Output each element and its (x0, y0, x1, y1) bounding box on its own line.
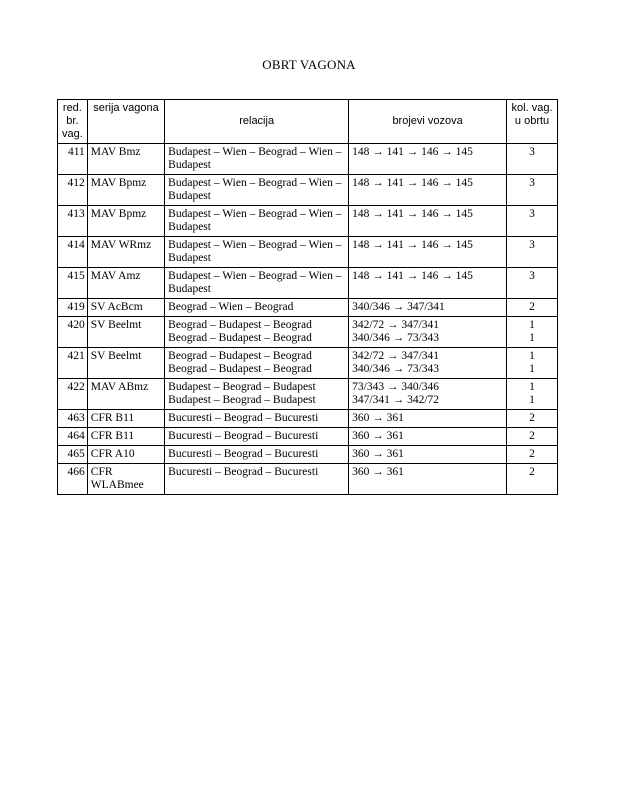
cell-vozovi (349, 268, 507, 299)
vozovi-line: 360 → 361 (352, 466, 404, 478)
cell-serija: CFR WLABmee (87, 464, 164, 495)
cell-number: 411 (58, 144, 88, 175)
vozovi-line: 340/346 → 347/341 (352, 301, 445, 313)
cell-relacija (165, 317, 349, 348)
cell-serija: CFR A10 (87, 446, 164, 464)
cell-kol (507, 299, 558, 317)
cell-relacija (165, 348, 349, 379)
kol-line: 2 (529, 301, 535, 313)
relacija-line: Budapest – Beograd – Budapest (168, 381, 316, 393)
kol-line: 3 (529, 239, 535, 251)
table-row (58, 317, 558, 348)
vozovi-line: 340/346 → 73/343 (352, 332, 440, 344)
header-red: red. (62, 102, 82, 114)
relacija-line: Bucuresti – Beograd – Bucuresti (168, 430, 319, 442)
table-row (58, 379, 558, 410)
relacija-line: Budapest – Wien – Beograd – Wien – Budapest (168, 177, 342, 202)
cell-relacija (165, 206, 349, 237)
cell-relacija (165, 144, 349, 175)
vozovi-line: 342/72 → 347/341 (352, 319, 440, 331)
relacija-line: Budapest – Wien – Beograd – Wien – Budapest (168, 208, 342, 233)
cell-number: 422 (58, 379, 88, 410)
cell-relacija (165, 299, 349, 317)
header-brojevi: brojevi vozova (349, 100, 507, 144)
header-kol-line1: kol. vag. (511, 102, 553, 114)
kol-line: 2 (529, 430, 535, 442)
relacija-line: Bucuresti – Beograd – Bucuresti (168, 448, 319, 460)
cell-number: 465 (58, 446, 88, 464)
cell-kol (507, 175, 558, 206)
cell-vozovi (349, 379, 507, 410)
cell-vozovi (349, 317, 507, 348)
kol-line: 1 (529, 319, 535, 331)
table-row (58, 428, 558, 446)
cell-relacija (165, 268, 349, 299)
table-row (58, 268, 558, 299)
cell-number: 464 (58, 428, 88, 446)
kol-line: 1 (529, 381, 535, 393)
relacija-line: Beograd – Budapest – Beograd (168, 332, 312, 344)
table-row (58, 410, 558, 428)
kol-line: 1 (529, 350, 535, 362)
kol-line: 3 (529, 177, 535, 189)
cell-kol (507, 237, 558, 268)
cell-relacija (165, 446, 349, 464)
vozovi-line: 148 → 141 → 146 → 145 (352, 177, 473, 189)
cell-vozovi (349, 428, 507, 446)
cell-kol (507, 428, 558, 446)
cell-number: 463 (58, 410, 88, 428)
relacija-line: Budapest – Wien – Beograd – Wien – Budapest (168, 270, 342, 295)
vozovi-line: 360 → 361 (352, 448, 404, 460)
table-row (58, 446, 558, 464)
table-row (58, 206, 558, 237)
cell-serija: MAV Bpmz (87, 206, 164, 237)
kol-line: 1 (529, 394, 535, 406)
kol-line: 2 (529, 412, 535, 424)
vozovi-line: 340/346 → 73/343 (352, 363, 440, 375)
kol-line: 1 (529, 332, 535, 344)
relacija-line: Budapest – Wien – Beograd – Wien – Budapest (168, 239, 342, 264)
cell-vozovi (349, 446, 507, 464)
cell-serija: MAV Bmz (87, 144, 164, 175)
vozovi-line: 148 → 141 → 146 → 145 (352, 208, 473, 220)
cell-vozovi (349, 237, 507, 268)
cell-vozovi (349, 464, 507, 495)
header-relacija: relacija (165, 100, 349, 144)
cell-number: 421 (58, 348, 88, 379)
cell-number: 415 (58, 268, 88, 299)
header-br: br. (66, 115, 79, 127)
cell-serija: SV Beelmt (87, 348, 164, 379)
kol-line: 3 (529, 146, 535, 158)
relacija-line: Budapest – Beograd – Budapest (168, 394, 316, 406)
relacija-line: Beograd – Budapest – Beograd (168, 319, 312, 331)
cell-vozovi (349, 175, 507, 206)
cell-kol (507, 464, 558, 495)
vozovi-line: 148 → 141 → 146 → 145 (352, 239, 473, 251)
cell-kol (507, 410, 558, 428)
cell-number: 420 (58, 317, 88, 348)
cell-serija: SV Beelmt (87, 317, 164, 348)
kol-line: 3 (529, 270, 535, 282)
vozovi-line: 148 → 141 → 146 → 145 (352, 146, 473, 158)
kol-line: 2 (529, 466, 535, 478)
kol-line: 2 (529, 448, 535, 460)
cell-number: 466 (58, 464, 88, 495)
table-row (58, 144, 558, 175)
wagon-table (57, 99, 558, 495)
relacija-line: Beograd – Budapest – Beograd (168, 363, 312, 375)
cell-relacija (165, 237, 349, 268)
cell-number: 419 (58, 299, 88, 317)
cell-relacija (165, 175, 349, 206)
relacija-line: Beograd – Budapest – Beograd (168, 350, 312, 362)
kol-line: 3 (529, 208, 535, 220)
cell-number: 414 (58, 237, 88, 268)
header-kol-line2: u obrtu (514, 115, 550, 127)
cell-number: 412 (58, 175, 88, 206)
cell-relacija (165, 379, 349, 410)
relacija-line: Beograd – Wien – Beograd (168, 301, 294, 313)
vozovi-line: 148 → 141 → 146 → 145 (352, 270, 473, 282)
cell-relacija (165, 464, 349, 495)
relacija-line: Bucuresti – Beograd – Bucuresti (168, 412, 319, 424)
table-row (58, 299, 558, 317)
cell-serija: SV AcBcm (87, 299, 164, 317)
cell-vozovi (349, 206, 507, 237)
cell-serija: MAV ABmz (87, 379, 164, 410)
vozovi-line: 360 → 361 (352, 412, 404, 424)
cell-number: 413 (58, 206, 88, 237)
vozovi-line: 342/72 → 347/341 (352, 350, 440, 362)
header-serija: serija vagona (87, 100, 164, 144)
table-row (58, 237, 558, 268)
cell-kol (507, 268, 558, 299)
kol-line: 1 (529, 363, 535, 375)
header-red-br-vag (58, 100, 88, 144)
cell-vozovi (349, 299, 507, 317)
cell-vozovi (349, 348, 507, 379)
vozovi-line: 360 → 361 (352, 430, 404, 442)
cell-kol (507, 206, 558, 237)
table-row (58, 348, 558, 379)
vozovi-line: 73/343 → 340/346 (352, 381, 440, 393)
table-row (58, 464, 558, 495)
cell-relacija (165, 410, 349, 428)
cell-kol (507, 446, 558, 464)
cell-vozovi (349, 144, 507, 175)
cell-relacija (165, 428, 349, 446)
cell-serija: CFR B11 (87, 410, 164, 428)
table-row (58, 175, 558, 206)
cell-kol (507, 379, 558, 410)
cell-serija: MAV Amz (87, 268, 164, 299)
table-header-row (58, 100, 558, 144)
cell-vozovi (349, 410, 507, 428)
relacija-line: Bucuresti – Beograd – Bucuresti (168, 466, 319, 478)
cell-kol (507, 144, 558, 175)
cell-kol (507, 317, 558, 348)
cell-serija: CFR B11 (87, 428, 164, 446)
page-title: OBRT VAGONA (262, 57, 356, 72)
cell-serija: MAV Bpmz (87, 175, 164, 206)
vozovi-line: 347/341 → 342/72 (352, 394, 440, 406)
header-kol (507, 100, 558, 144)
header-vag: vag. (61, 128, 83, 140)
relacija-line: Budapest – Wien – Beograd – Wien – Budapest (168, 146, 342, 171)
cell-kol (507, 348, 558, 379)
cell-serija: MAV WRmz (87, 237, 164, 268)
